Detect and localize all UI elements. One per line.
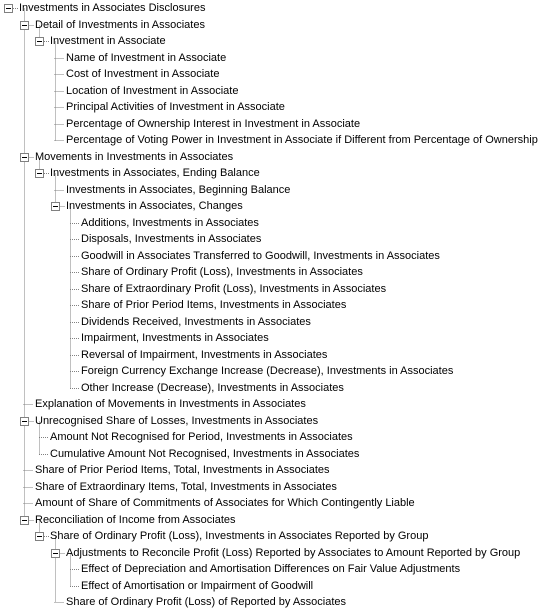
tree-node[interactable] — [0, 231, 549, 247]
tree-node-label: Share of Extraordinary Items, Total, Investments in Associates — [35, 480, 337, 493]
tree-node-label: Cumulative Amount Not Recognised, Investments in Associates — [50, 447, 360, 460]
tree-node-label: Adjustments to Reconcile Profit (Loss) Reported by Associates to Amount Reported by Group — [66, 546, 521, 559]
tree-node-label: Effect of Depreciation and Amortisation Differences on Fair Value Adjustments — [81, 563, 461, 575]
tree-node[interactable] — [0, 594, 549, 610]
tree-node-label: Disposals, Investments in Associates — [81, 233, 262, 245]
tree-node-label: Amount of Share of Commitments of Associates for Which Contingently Liable — [35, 497, 415, 509]
tree-node-label: Share of Extraordinary Profit (Loss), Investments in Associates — [81, 282, 387, 295]
tree-node[interactable] — [0, 495, 549, 511]
tree-node[interactable] — [0, 281, 549, 297]
tree-node-label: Movements in Investments in Associates — [35, 150, 234, 163]
tree-node[interactable] — [0, 512, 549, 528]
tree-node-label: Percentage of Ownership Interest in Investment in Associate — [66, 117, 361, 130]
tree-node[interactable] — [0, 561, 549, 577]
tree-node[interactable] — [0, 17, 549, 33]
collapse-minus-icon[interactable] — [20, 153, 29, 162]
tree-node[interactable] — [0, 545, 549, 561]
tree-node-label: Investments in Associates Disclosures — [19, 2, 206, 14]
tree-node-label: Investments in Associates, Beginning Balance — [66, 183, 291, 196]
tree-node-label: Investments in Associates, Changes — [66, 200, 243, 212]
tree-node-label: Investment in Associate — [50, 35, 166, 47]
tree-node-label: Share of Ordinary Profit (Loss), Investments in Associates — [81, 266, 363, 278]
tree-node-label: Principal Activities of Investment in Associate — [66, 101, 285, 113]
tree-node[interactable] — [0, 479, 549, 495]
tree-node[interactable] — [0, 347, 549, 363]
tree-node-label: Share of Ordinary Profit (Loss), Investments in Associates Reported by Group — [50, 530, 429, 542]
tree-node-label: Reconciliation of Income from Associates — [35, 513, 236, 526]
collapse-minus-icon[interactable] — [51, 202, 60, 211]
tree-node[interactable] — [0, 330, 549, 346]
tree-node[interactable] — [0, 149, 549, 165]
tree-node-label: Share of Prior Period Items, Total, Investments in Associates — [35, 464, 330, 476]
tree-node-label: Unrecognised Share of Losses, Investments in Associates — [35, 414, 319, 427]
tree-node[interactable] — [0, 528, 549, 544]
tree-node[interactable] — [0, 132, 549, 148]
tree-node-label: Investments in Associates, Ending Balance — [50, 167, 260, 179]
tree-node-label: Percentage of Voting Power in Investment in Associate if Different from Percentage of Ownership — [66, 134, 538, 146]
tree-node-label: Amount Not Recognised for Period, Investments in Associates — [50, 431, 353, 443]
tree-node[interactable] — [0, 50, 549, 66]
tree-node-label: Dividends Received, Investments in Associates — [81, 315, 311, 328]
collapse-minus-icon[interactable] — [35, 37, 44, 46]
tree-node-label: Cost of Investment in Associate — [66, 68, 220, 80]
tree-node-label: Goodwill in Associates Transferred to Goodwill, Investments in Associates — [81, 249, 440, 262]
tree-node[interactable] — [0, 248, 549, 264]
tree-node[interactable] — [0, 363, 549, 379]
tree-node[interactable] — [0, 198, 549, 214]
tree-node[interactable] — [0, 0, 549, 16]
collapse-minus-icon[interactable] — [4, 4, 13, 13]
tree-node[interactable] — [0, 380, 549, 396]
tree-node[interactable] — [0, 314, 549, 330]
tree-node-label: Reversal of Impairment, Investments in Associates — [81, 348, 328, 361]
tree-node-label: Share of Prior Period Items, Investments in Associates — [81, 299, 347, 311]
tree-node[interactable] — [0, 396, 549, 412]
collapse-minus-icon[interactable] — [20, 21, 29, 30]
tree-node-label: Explanation of Movements in Investments in Associates — [35, 398, 306, 410]
tree-node-label: Additions, Investments in Associates — [81, 216, 259, 229]
tree-node[interactable] — [0, 264, 549, 280]
tree-node[interactable] — [0, 66, 549, 82]
collapse-minus-icon[interactable] — [51, 549, 60, 558]
tree-node[interactable] — [0, 578, 549, 594]
tree-node[interactable] — [0, 165, 549, 181]
tree-node[interactable] — [0, 182, 549, 198]
tree-node[interactable] — [0, 446, 549, 462]
tree-node-label: Effect of Amortisation or Impairment of Goodwill — [81, 579, 314, 592]
tree-node-label: Impairment, Investments in Associates — [81, 332, 269, 344]
tree-node-label: Foreign Currency Exchange Increase (Decrease), Investments in Associates — [81, 365, 454, 377]
tree-node[interactable] — [0, 33, 549, 49]
tree-node[interactable] — [0, 413, 549, 429]
collapse-minus-icon[interactable] — [35, 532, 44, 541]
tree-node-label: Other Increase (Decrease), Investments in Associates — [81, 381, 344, 394]
tree-node[interactable] — [0, 116, 549, 132]
tree-node-label: Location of Investment in Associate — [66, 84, 239, 97]
tree-node-label: Share of Ordinary Profit (Loss) of Reported by Associates — [66, 596, 347, 608]
tree-node[interactable] — [0, 215, 549, 231]
tree-node-label: Detail of Investments in Associates — [35, 18, 205, 31]
collapse-minus-icon[interactable] — [20, 417, 29, 426]
tree-node-label: Name of Investment in Associate — [66, 51, 227, 64]
tree-node[interactable] — [0, 429, 549, 445]
tree-node[interactable] — [0, 462, 549, 478]
tree-node[interactable] — [0, 297, 549, 313]
collapse-minus-icon[interactable] — [20, 516, 29, 525]
collapse-minus-icon[interactable] — [35, 169, 44, 178]
tree-node[interactable] — [0, 99, 549, 115]
tree-node[interactable] — [0, 83, 549, 99]
